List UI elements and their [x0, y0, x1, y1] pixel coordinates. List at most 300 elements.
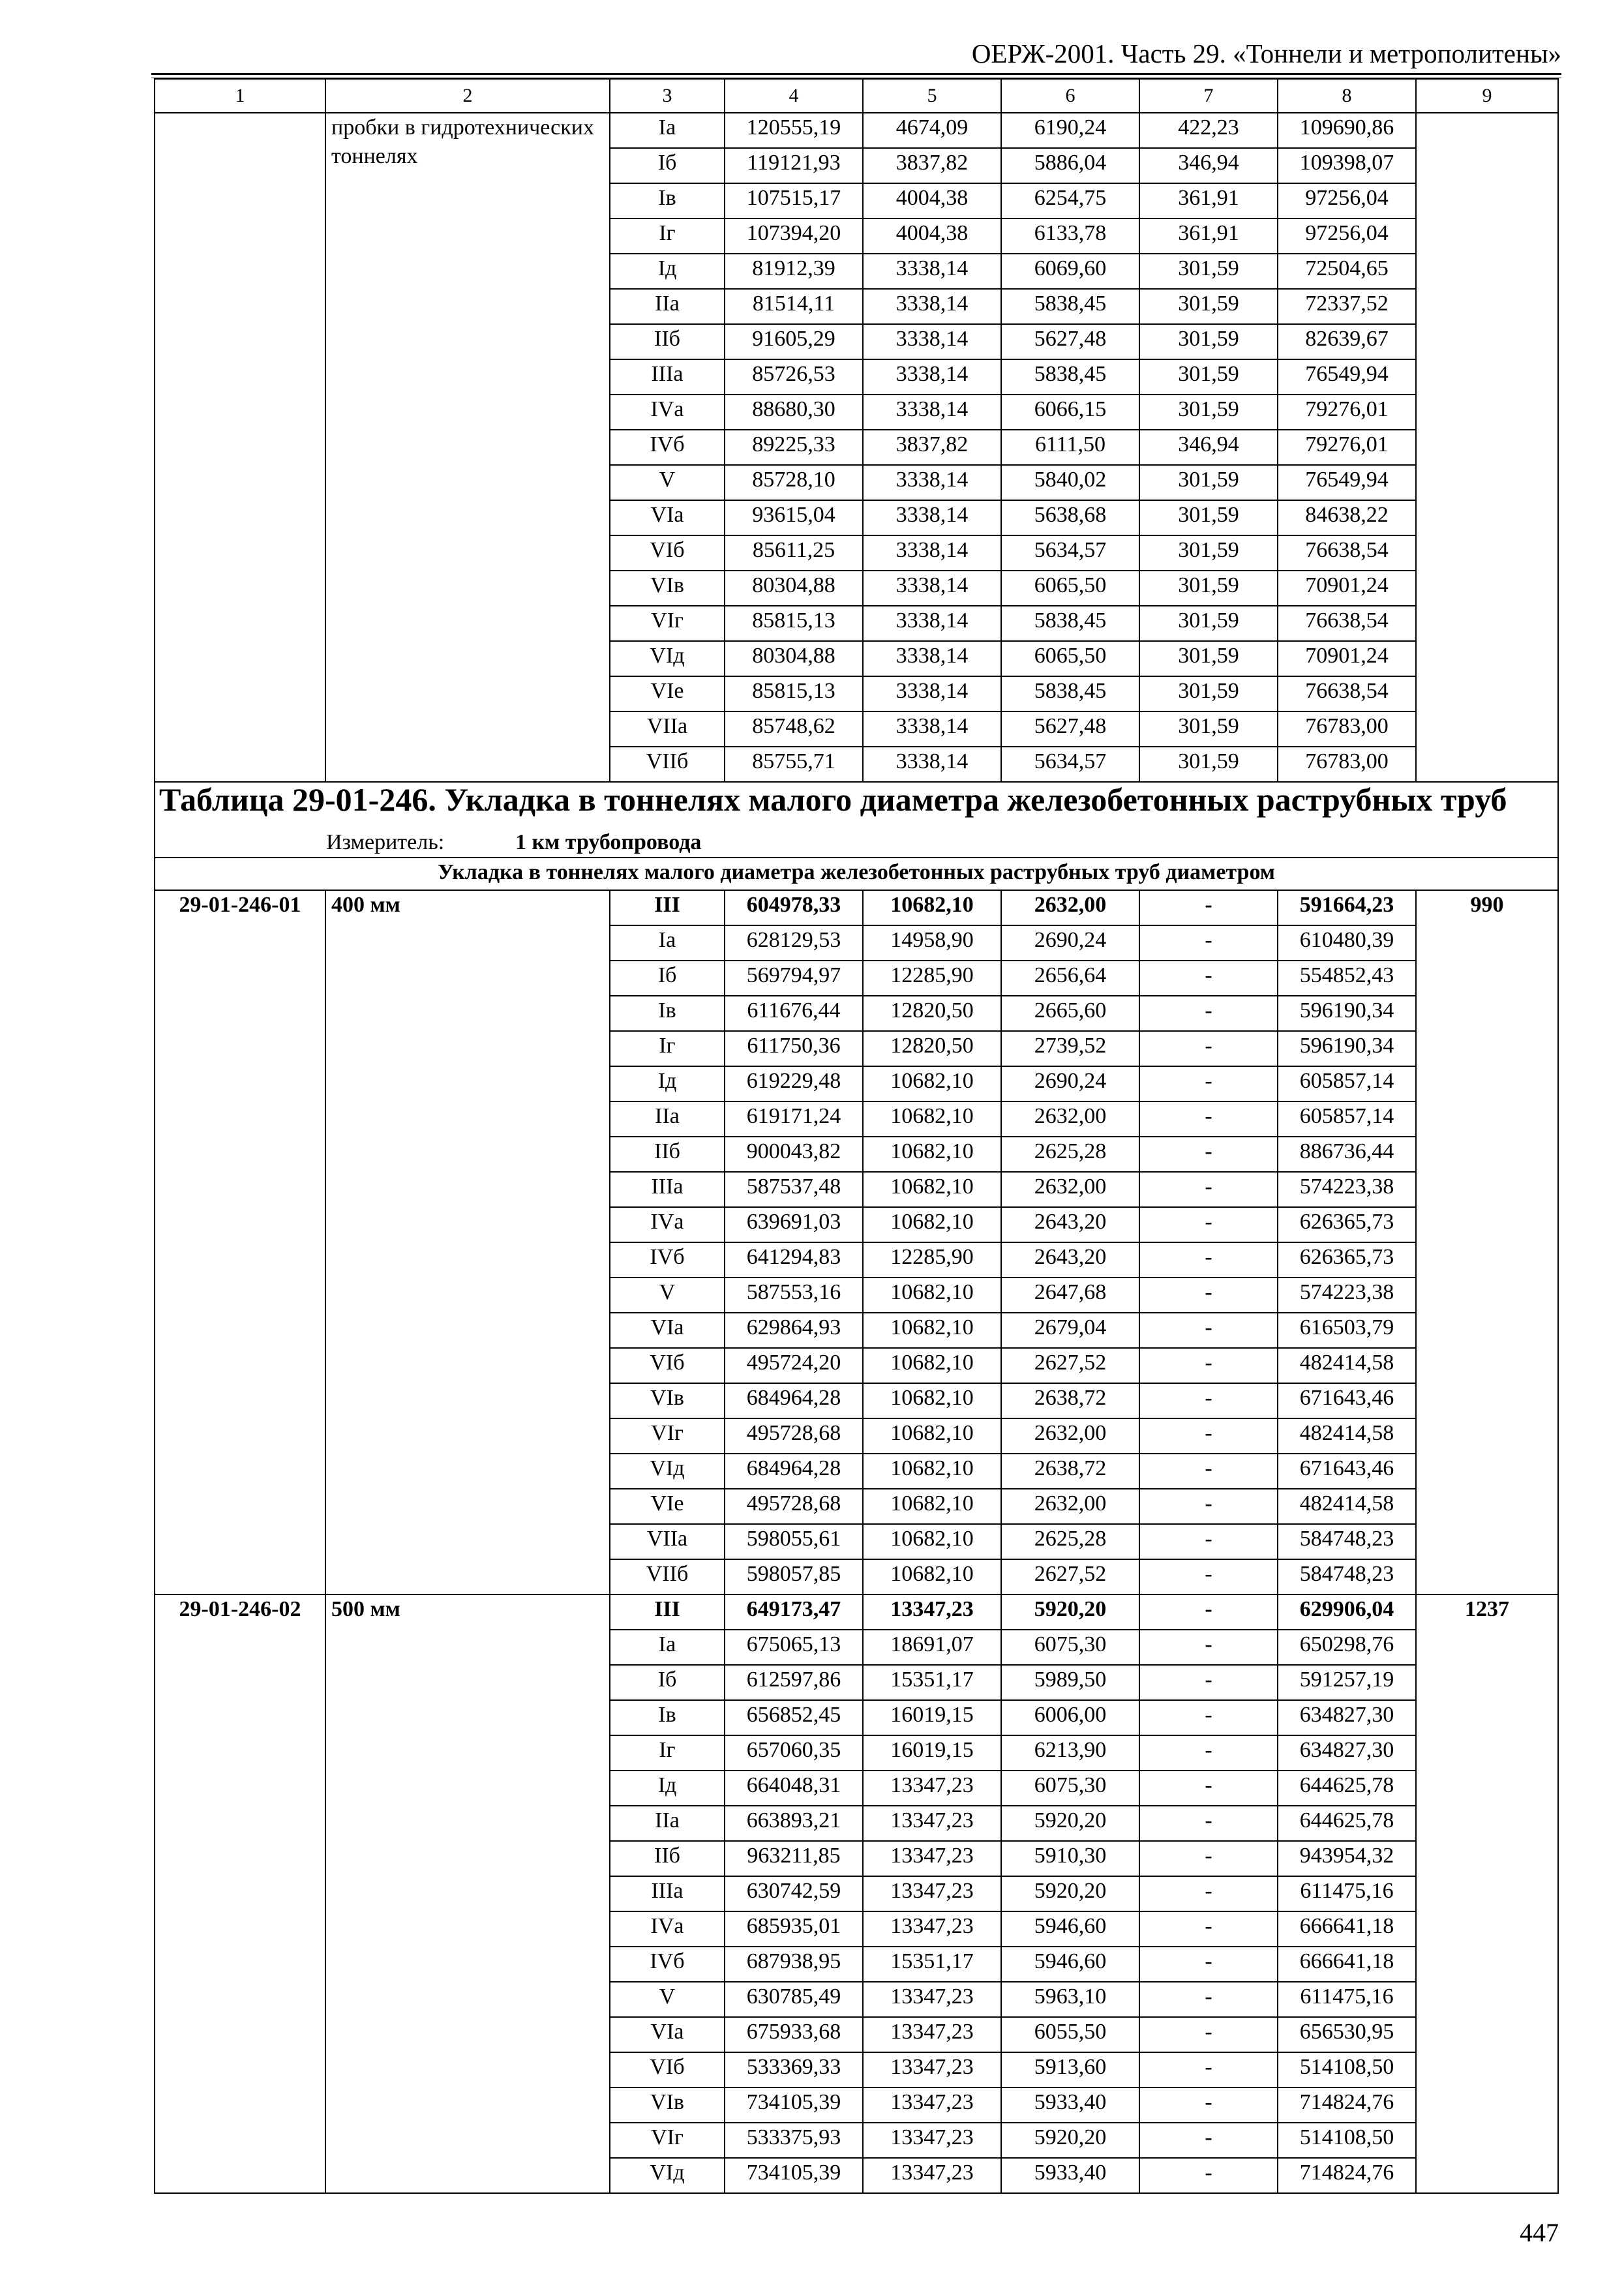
cost-value: 3338,14: [863, 535, 1001, 571]
column-number: 1: [155, 79, 325, 113]
subtitle-row: [155, 858, 1558, 890]
cost-value: 13347,23: [863, 2087, 1001, 2123]
cost-value: 5634,57: [1001, 535, 1139, 571]
cost-value: 85728,10: [725, 465, 863, 500]
cost-value: 2627,52: [1001, 1348, 1139, 1383]
zone-code: Iг: [610, 1031, 725, 1066]
cost-value: 79276,01: [1278, 430, 1416, 465]
cost-value: 5634,57: [1001, 747, 1139, 782]
zone-code: IVб: [610, 430, 725, 465]
cost-value: 15351,17: [863, 1665, 1001, 1700]
cost-value: 900043,82: [725, 1137, 863, 1172]
zone-code: Iв: [610, 996, 725, 1031]
cost-value: 3837,82: [863, 430, 1001, 465]
cost-value: -: [1139, 1665, 1278, 1700]
zone-code: VIд: [610, 1454, 725, 1489]
cost-value: 612597,86: [725, 1665, 863, 1700]
cost-value: 84638,22: [1278, 500, 1416, 535]
table-title: Таблица 29-01-246. Укладка в тоннелях малого диаметра железобетонных раструбных труб: [155, 782, 1558, 828]
cost-value: -: [1139, 1524, 1278, 1559]
zone-code: III: [610, 890, 725, 925]
cost-value: 963211,85: [725, 1841, 863, 1876]
cost-value: 2679,04: [1001, 1313, 1139, 1348]
cost-value: -: [1139, 1101, 1278, 1137]
extra-value: [1416, 113, 1558, 782]
cost-value: 634827,30: [1278, 1700, 1416, 1735]
cost-value: -: [1139, 1876, 1278, 1911]
cost-value: 3338,14: [863, 676, 1001, 711]
zone-code: VIе: [610, 676, 725, 711]
cost-value: 5627,48: [1001, 324, 1139, 359]
cost-value: 301,59: [1139, 571, 1278, 606]
cost-value: 361,91: [1139, 218, 1278, 254]
cost-value: 6065,50: [1001, 641, 1139, 676]
cost-value: 6190,24: [1001, 113, 1139, 148]
cost-value: -: [1139, 1172, 1278, 1207]
cost-value: 574223,38: [1278, 1172, 1416, 1207]
meter: [155, 828, 1558, 858]
cost-value: -: [1139, 1771, 1278, 1806]
cost-value: 533375,93: [725, 2123, 863, 2158]
cost-value: 301,59: [1139, 465, 1278, 500]
cost-value: 3338,14: [863, 254, 1001, 289]
cost-value: 2627,52: [1001, 1559, 1139, 1594]
cost-value: 587537,48: [725, 1172, 863, 1207]
cost-value: 81912,39: [725, 254, 863, 289]
cost-value: 5627,48: [1001, 711, 1139, 747]
cost-value: 2625,28: [1001, 1137, 1139, 1172]
cost-value: 79276,01: [1278, 395, 1416, 430]
cost-value: 5989,50: [1001, 1665, 1139, 1700]
zone-code: VIIа: [610, 1524, 725, 1559]
cost-value: 605857,14: [1278, 1101, 1416, 1137]
cost-value: 18691,07: [863, 1630, 1001, 1665]
cost-value: 644625,78: [1278, 1806, 1416, 1841]
cost-value: 10682,10: [863, 1066, 1001, 1101]
zone-code: V: [610, 1278, 725, 1313]
zone-code: IIа: [610, 289, 725, 324]
zone-code: Iв: [610, 1700, 725, 1735]
cost-value: 10682,10: [863, 1207, 1001, 1242]
zone-code: VIд: [610, 2158, 725, 2193]
column-number-row: [155, 79, 1558, 113]
zone-code: VIг: [610, 1418, 725, 1454]
cost-value: 85815,13: [725, 606, 863, 641]
cost-value: 301,59: [1139, 395, 1278, 430]
cost-value: 346,94: [1139, 148, 1278, 183]
column-number: 9: [1416, 79, 1558, 113]
cost-value: 6075,30: [1001, 1771, 1139, 1806]
cost-value: -: [1139, 1207, 1278, 1242]
cost-value: 2638,72: [1001, 1383, 1139, 1418]
cost-value: 2739,52: [1001, 1031, 1139, 1066]
cost-value: 482414,58: [1278, 1348, 1416, 1383]
cost-value: 2690,24: [1001, 1066, 1139, 1101]
table-row: [155, 890, 1558, 925]
zone-code: Iб: [610, 1665, 725, 1700]
cost-value: 81514,11: [725, 289, 863, 324]
cost-value: 616503,79: [1278, 1313, 1416, 1348]
cost-value: 70901,24: [1278, 571, 1416, 606]
cost-value: 16019,15: [863, 1700, 1001, 1735]
rates-table: [154, 78, 1559, 2194]
cost-value: 13347,23: [863, 2123, 1001, 2158]
cost-value: 3338,14: [863, 324, 1001, 359]
cost-value: 10682,10: [863, 1383, 1001, 1418]
cost-value: 3338,14: [863, 747, 1001, 782]
cost-value: 422,23: [1139, 113, 1278, 148]
cost-value: 361,91: [1139, 183, 1278, 218]
cost-value: 626365,73: [1278, 1207, 1416, 1242]
cost-value: 109690,86: [1278, 113, 1416, 148]
cost-value: -: [1139, 1489, 1278, 1524]
cost-value: 5933,40: [1001, 2158, 1139, 2193]
cost-value: 684964,28: [725, 1454, 863, 1489]
cost-value: 533369,33: [725, 2052, 863, 2087]
zone-code: IIб: [610, 1841, 725, 1876]
cost-value: 6133,78: [1001, 218, 1139, 254]
cost-value: -: [1139, 1911, 1278, 1947]
zone-code: IVа: [610, 1207, 725, 1242]
cost-value: 611475,16: [1278, 1876, 1416, 1911]
cost-value: 85755,71: [725, 747, 863, 782]
cost-value: 10682,10: [863, 1524, 1001, 1559]
cost-value: 5886,04: [1001, 148, 1139, 183]
cost-value: 301,59: [1139, 641, 1278, 676]
cost-value: 6055,50: [1001, 2017, 1139, 2052]
cost-value: 82639,67: [1278, 324, 1416, 359]
work-name: 500 мм: [325, 1594, 610, 2193]
cost-value: 10682,10: [863, 1559, 1001, 1594]
cost-value: 10682,10: [863, 1172, 1001, 1207]
cost-value: 301,59: [1139, 606, 1278, 641]
zone-code: VIд: [610, 641, 725, 676]
zone-code: VIб: [610, 2052, 725, 2087]
cost-value: 596190,34: [1278, 996, 1416, 1031]
cost-value: -: [1139, 2123, 1278, 2158]
zone-code: Iа: [610, 1630, 725, 1665]
cost-value: 97256,04: [1278, 218, 1416, 254]
cost-value: 10682,10: [863, 1454, 1001, 1489]
cost-value: -: [1139, 1454, 1278, 1489]
cost-value: -: [1139, 890, 1278, 925]
cost-value: 656530,95: [1278, 2017, 1416, 2052]
cost-value: 12285,90: [863, 1242, 1001, 1278]
cost-value: 85611,25: [725, 535, 863, 571]
zone-code: VIб: [610, 535, 725, 571]
cost-value: 80304,88: [725, 571, 863, 606]
cost-value: 3837,82: [863, 148, 1001, 183]
cost-value: 5920,20: [1001, 2123, 1139, 2158]
cost-value: 10682,10: [863, 1418, 1001, 1454]
column-number: 6: [1001, 79, 1139, 113]
cost-value: 495728,68: [725, 1489, 863, 1524]
cost-value: -: [1139, 1418, 1278, 1454]
cost-value: 13347,23: [863, 2052, 1001, 2087]
zone-code: V: [610, 465, 725, 500]
cost-value: 301,59: [1139, 359, 1278, 395]
cost-value: 587553,16: [725, 1278, 863, 1313]
cost-value: 5913,60: [1001, 2052, 1139, 2087]
cost-value: 15351,17: [863, 1947, 1001, 1982]
zone-code: VIа: [610, 500, 725, 535]
meter-row: [155, 828, 1558, 858]
zone-code: Iа: [610, 113, 725, 148]
cost-value: 675933,68: [725, 2017, 863, 2052]
cost-value: 495728,68: [725, 1418, 863, 1454]
cost-value: -: [1139, 1806, 1278, 1841]
cost-value: 76638,54: [1278, 535, 1416, 571]
zone-code: Iд: [610, 254, 725, 289]
table-title-row: [155, 782, 1558, 828]
zone-code: Iв: [610, 183, 725, 218]
zone-code: IIа: [610, 1806, 725, 1841]
cost-value: -: [1139, 1841, 1278, 1876]
cost-value: 301,59: [1139, 535, 1278, 571]
cost-value: 641294,83: [725, 1242, 863, 1278]
cost-value: 85815,13: [725, 676, 863, 711]
cost-value: 76638,54: [1278, 676, 1416, 711]
zone-code: VIв: [610, 571, 725, 606]
cost-value: 5920,20: [1001, 1806, 1139, 1841]
page-number: 447: [1520, 2218, 1559, 2247]
zone-code: IIIа: [610, 1876, 725, 1911]
cost-value: 3338,14: [863, 571, 1001, 606]
zone-code: IVа: [610, 395, 725, 430]
cost-value: 70901,24: [1278, 641, 1416, 676]
cost-value: 2632,00: [1001, 1101, 1139, 1137]
zone-code: IIIа: [610, 1172, 725, 1207]
meter-label: Измеритель:: [326, 830, 445, 854]
cost-value: 6075,30: [1001, 1630, 1139, 1665]
cost-value: 6254,75: [1001, 183, 1139, 218]
cost-value: 4004,38: [863, 218, 1001, 254]
cost-value: 610480,39: [1278, 925, 1416, 961]
cost-value: 3338,14: [863, 500, 1001, 535]
cost-value: 301,59: [1139, 747, 1278, 782]
zone-code: IIа: [610, 1101, 725, 1137]
cost-value: -: [1139, 1594, 1278, 1630]
cost-value: 596190,34: [1278, 1031, 1416, 1066]
work-name: 400 мм: [325, 890, 610, 1594]
cost-value: 3338,14: [863, 641, 1001, 676]
cost-value: 514108,50: [1278, 2052, 1416, 2087]
table-row: [155, 1594, 1558, 1630]
cost-value: 13347,23: [863, 2017, 1001, 2052]
cost-value: 628129,53: [725, 925, 863, 961]
cost-value: 6066,15: [1001, 395, 1139, 430]
cost-value: 3338,14: [863, 359, 1001, 395]
cost-value: 734105,39: [725, 2087, 863, 2123]
zone-code: Iг: [610, 218, 725, 254]
cost-value: -: [1139, 1137, 1278, 1172]
cost-value: 6111,50: [1001, 430, 1139, 465]
cost-value: -: [1139, 1348, 1278, 1383]
cost-value: -: [1139, 1559, 1278, 1594]
cost-value: 13347,23: [863, 1982, 1001, 2017]
cost-value: 3338,14: [863, 289, 1001, 324]
cost-value: 619171,24: [725, 1101, 863, 1137]
cost-value: 89225,33: [725, 430, 863, 465]
cost-value: 684964,28: [725, 1383, 863, 1418]
cost-value: 91605,29: [725, 324, 863, 359]
cost-value: 630742,59: [725, 1876, 863, 1911]
cost-value: 626365,73: [1278, 1242, 1416, 1278]
cost-value: 2643,20: [1001, 1242, 1139, 1278]
cost-value: 554852,43: [1278, 961, 1416, 996]
column-number: 5: [863, 79, 1001, 113]
cost-value: 650298,76: [1278, 1630, 1416, 1665]
cost-value: 5638,68: [1001, 500, 1139, 535]
cost-value: 2632,00: [1001, 1172, 1139, 1207]
zone-code: V: [610, 1982, 725, 2017]
zone-code: VIе: [610, 1489, 725, 1524]
cost-value: -: [1139, 1278, 1278, 1313]
cost-value: 12820,50: [863, 1031, 1001, 1066]
cost-value: 630785,49: [725, 1982, 863, 2017]
cost-value: -: [1139, 2087, 1278, 2123]
cost-value: -: [1139, 1735, 1278, 1771]
column-number: 3: [610, 79, 725, 113]
cost-value: 2625,28: [1001, 1524, 1139, 1559]
cost-value: 687938,95: [725, 1947, 863, 1982]
cost-value: 5920,20: [1001, 1594, 1139, 1630]
column-number: 4: [725, 79, 863, 113]
cost-value: 301,59: [1139, 254, 1278, 289]
zone-code: VIг: [610, 2123, 725, 2158]
cost-value: 301,59: [1139, 500, 1278, 535]
cost-value: 85726,53: [725, 359, 863, 395]
cost-value: 13347,23: [863, 1806, 1001, 1841]
cost-value: 671643,46: [1278, 1383, 1416, 1418]
zone-code: IVб: [610, 1242, 725, 1278]
extra-value: 1237: [1416, 1594, 1558, 2193]
zone-code: IIб: [610, 1137, 725, 1172]
cost-value: 5910,30: [1001, 1841, 1139, 1876]
zone-code: VIв: [610, 2087, 725, 2123]
cost-value: 886736,44: [1278, 1137, 1416, 1172]
cost-value: 97256,04: [1278, 183, 1416, 218]
cost-value: 3338,14: [863, 711, 1001, 747]
cost-value: 10682,10: [863, 1137, 1001, 1172]
cost-value: 598055,61: [725, 1524, 863, 1559]
cost-value: 629906,04: [1278, 1594, 1416, 1630]
cost-value: 598057,85: [725, 1559, 863, 1594]
cost-value: -: [1139, 1313, 1278, 1348]
zone-code: Iд: [610, 1771, 725, 1806]
cost-value: 671643,46: [1278, 1454, 1416, 1489]
zone-code: VIа: [610, 1313, 725, 1348]
cost-value: 3338,14: [863, 606, 1001, 641]
cost-value: 714824,76: [1278, 2158, 1416, 2193]
cost-value: 76783,00: [1278, 747, 1416, 782]
cost-value: 734105,39: [725, 2158, 863, 2193]
cost-value: 5920,20: [1001, 1876, 1139, 1911]
cost-value: 14958,90: [863, 925, 1001, 961]
cost-value: 76783,00: [1278, 711, 1416, 747]
cost-value: 13347,23: [863, 2158, 1001, 2193]
cost-value: 629864,93: [725, 1313, 863, 1348]
zone-code: VIIа: [610, 711, 725, 747]
cost-value: -: [1139, 1700, 1278, 1735]
cost-value: 666641,18: [1278, 1947, 1416, 1982]
cost-value: 6006,00: [1001, 1700, 1139, 1735]
cost-value: 639691,03: [725, 1207, 863, 1242]
zone-code: III: [610, 1594, 725, 1630]
cost-value: -: [1139, 996, 1278, 1031]
cost-value: 5838,45: [1001, 676, 1139, 711]
cost-value: 76549,94: [1278, 465, 1416, 500]
cost-value: 2665,60: [1001, 996, 1139, 1031]
cost-value: 569794,97: [725, 961, 863, 996]
cost-value: 119121,93: [725, 148, 863, 183]
cost-value: 109398,07: [1278, 148, 1416, 183]
cost-value: 2638,72: [1001, 1454, 1139, 1489]
cost-value: 301,59: [1139, 676, 1278, 711]
cost-value: 301,59: [1139, 289, 1278, 324]
cost-value: -: [1139, 1947, 1278, 1982]
zone-code: VIг: [610, 606, 725, 641]
cost-value: 72337,52: [1278, 289, 1416, 324]
cost-value: -: [1139, 1242, 1278, 1278]
cost-value: 80304,88: [725, 641, 863, 676]
cost-value: 482414,58: [1278, 1489, 1416, 1524]
cost-value: 88680,30: [725, 395, 863, 430]
cost-value: 72504,65: [1278, 254, 1416, 289]
cost-value: 584748,23: [1278, 1559, 1416, 1594]
cost-value: 591257,19: [1278, 1665, 1416, 1700]
zone-code: Iд: [610, 1066, 725, 1101]
extra-value: 990: [1416, 890, 1558, 1594]
cost-value: 611750,36: [725, 1031, 863, 1066]
cost-value: 76638,54: [1278, 606, 1416, 641]
cost-value: 10682,10: [863, 1101, 1001, 1137]
zone-code: IIб: [610, 324, 725, 359]
zone-code: Iа: [610, 925, 725, 961]
rate-code: 29-01-246-02: [155, 1594, 325, 2193]
cost-value: 10682,10: [863, 1348, 1001, 1383]
zone-code: VIIб: [610, 747, 725, 782]
cost-value: 634827,30: [1278, 1735, 1416, 1771]
cost-value: 120555,19: [725, 113, 863, 148]
cost-value: 13347,23: [863, 1841, 1001, 1876]
cost-value: 13347,23: [863, 1911, 1001, 1947]
cost-value: 664048,31: [725, 1771, 863, 1806]
cost-value: 675065,13: [725, 1630, 863, 1665]
column-number: 8: [1278, 79, 1416, 113]
zone-code: Iб: [610, 148, 725, 183]
cost-value: 3338,14: [863, 395, 1001, 430]
cost-value: 2647,68: [1001, 1278, 1139, 1313]
cost-value: 604978,33: [725, 890, 863, 925]
cost-value: -: [1139, 1630, 1278, 1665]
cost-value: 685935,01: [725, 1911, 863, 1947]
cost-value: 2632,00: [1001, 890, 1139, 925]
zone-code: IVб: [610, 1947, 725, 1982]
column-number: 2: [325, 79, 610, 113]
rate-code: [155, 113, 325, 782]
cost-value: 13347,23: [863, 1771, 1001, 1806]
table-row: [155, 113, 1558, 148]
zone-code: Iб: [610, 961, 725, 996]
cost-value: 5963,10: [1001, 1982, 1139, 2017]
cost-value: 6065,50: [1001, 571, 1139, 606]
cost-value: 619229,48: [725, 1066, 863, 1101]
cost-value: 714824,76: [1278, 2087, 1416, 2123]
cost-value: 611475,16: [1278, 1982, 1416, 2017]
cost-value: 656852,45: [725, 1700, 863, 1735]
cost-value: 666641,18: [1278, 1911, 1416, 1947]
